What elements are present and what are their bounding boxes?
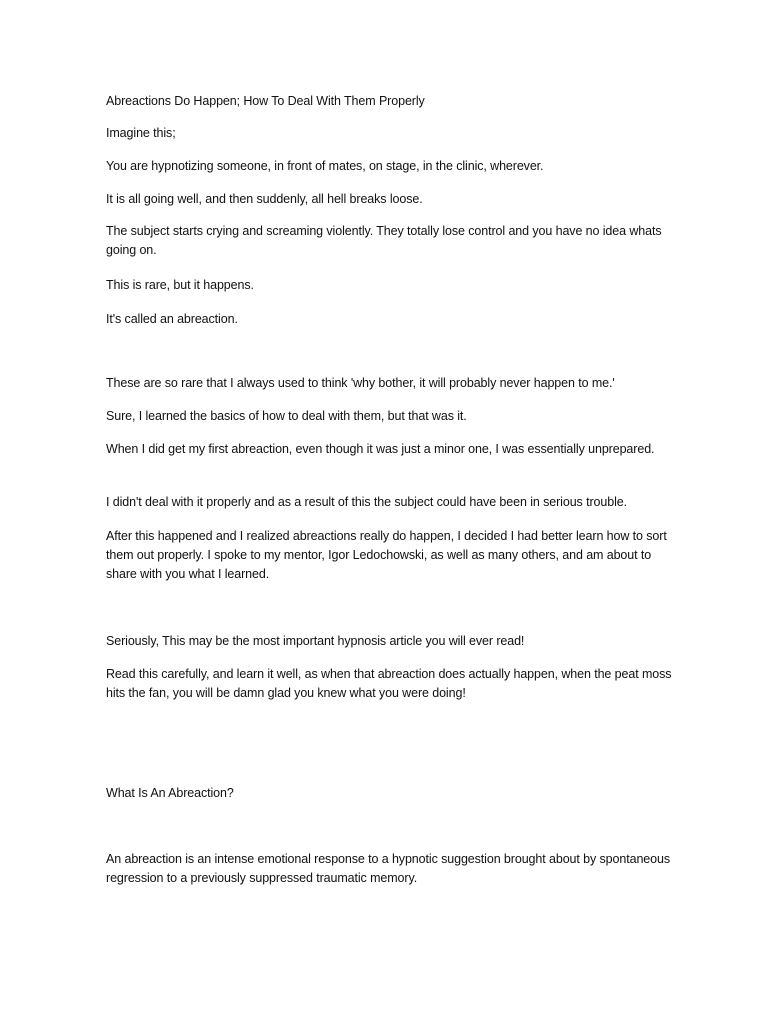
paragraph-called-abreaction: It's called an abreaction. [106, 312, 238, 326]
paragraph-seriously: Seriously, This may be the most important hypnosis article you will ever read! [106, 634, 525, 648]
section-heading-what-is: What Is An Abreaction? [106, 786, 234, 800]
paragraph-basics: Sure, I learned the basics of how to deal with them, but that was it. [106, 409, 467, 423]
paragraph-definition: An abreaction is an intense emotional response to a hypnotic suggestion brought about by spontaneous regression to a previously suppressed traumatic memory. [106, 852, 671, 885]
paragraph-subject-crying: The subject starts crying and screaming violently. They totally lose control and you have no idea whats going on. [106, 224, 662, 257]
paragraph-imagine: Imagine this; [106, 126, 176, 140]
document-title: Abreactions Do Happen; How To Deal With Them Properly [106, 94, 425, 108]
paragraph-first-abreaction: When I did get my first abreaction, even though it was just a minor one, I was essentially unprepared. [106, 442, 655, 456]
paragraph-read-carefully: Read this carefully, and learn it well, as when that abreaction does actually happen, when the peat moss hits the fan, you will be damn glad you knew what you were doing! [106, 667, 672, 700]
paragraph-didnt-deal: I didn't deal with it properly and as a result of this the subject could have been in serious trouble. [106, 495, 627, 509]
paragraph-hypnotizing: You are hypnotizing someone, in front of mates, on stage, in the clinic, wherever. [106, 159, 544, 173]
paragraph-so-rare: These are so rare that I always used to think 'why bother, it will probably never happen to me.' [106, 376, 615, 390]
paragraph-rare: This is rare, but it happens. [106, 278, 254, 292]
paragraph-after-this: After this happened and I realized abreactions really do happen, I decided I had better learn how to sort them out properly. I spoke to my mentor, Igor Ledochowski, as well as many others, and am about to share with you what I learned. [106, 529, 667, 581]
paragraph-going-well: It is all going well, and then suddenly, all hell breaks loose. [106, 192, 423, 206]
